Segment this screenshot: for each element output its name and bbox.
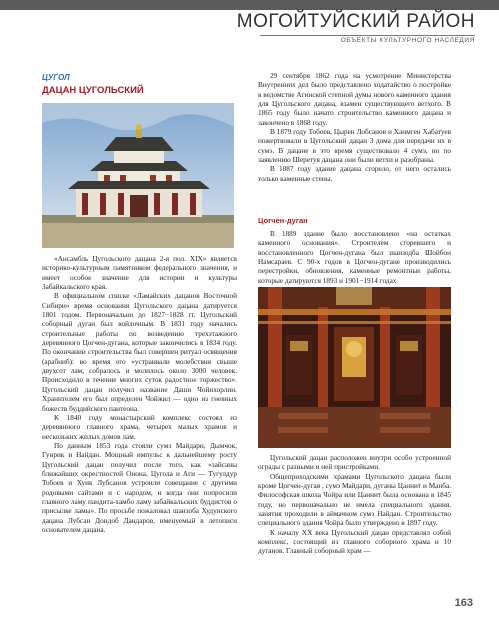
- section-subhead: Цогчен-дуган: [258, 216, 308, 225]
- header-title: МОГОЙТУЙСКИЙ РАЙОН: [236, 11, 475, 32]
- paragraph: К 1840 году монастырский комплекс состоял из деревянного главного храма, четырех малых храмов и нескольких жилых домов лам.: [42, 413, 237, 441]
- paragraph: К началу XX века Цугольский дацан представлял собой комплекс, состоящий из главного соборного храма и 10 дуганов. Главный соборный храм —: [258, 528, 451, 556]
- header-rule: [260, 35, 475, 36]
- right-column-top: [258, 72, 451, 184]
- paragraph: «Ансамбль Цугольского дацана 2-я пол. XIX» является историко-культурным памятником федерального значения, и имеет особое значение для истории и культуры Забайкальского края.: [42, 255, 237, 292]
- paragraph: Общеприходскими храмами Цугольского дацана были кроме Цогчен-дугая , сумэ Майдари, дуганы Цаннит и Манба. Философская школа Чойра или Цаннит была основана в 1845 году, но первоначально не имела специального здания, занятия проходили в аймачном сумэ Найдан. Строительство специального здания Чойра было утверждено в 1897 году.: [258, 472, 451, 528]
- paragraph: По данным 1853 года стояли сумэ Майдари, Дымчок, Гунрик и Найдан. Мощный импульс к дальнейшему росту Цугольский дацан получил после того, как «зайсаны ближайших окрестностей Онона, Цугола и Аги — Тугулдур Тобоев и Хуик Лубсанов устроили совещание с другими родовыми сайтами и с народом, и когда они попросили главного ламу пандита-хамбо ламу забайкальских буддистов о присылке ламы». По просьбе пожаловал шанзоба Худунского дацана Лубсан Дондоб Дандаров, именуемый в летописи основателем дацана.: [42, 441, 237, 534]
- article-title: ДАЦАН ЦУГОЛЬСКИЙ: [42, 85, 144, 96]
- dacan-interior-photo: [258, 287, 451, 448]
- right-column-mid: [258, 230, 451, 286]
- right-column-bottom: [258, 454, 451, 557]
- dacan-exterior-photo: [42, 103, 234, 248]
- paragraph: В 1879 году Тобоев, Цырен Лобсанов и Ханмген Хабатуев пожертвовали в Цугольский дацан 3 дома для передачи их в сумэ. В дацане в это время существовало 4 сумэ, но по заявлению Шеретуя дацана они были ветхи и разобраны.: [258, 128, 451, 165]
- paragraph: В 1887 году здание дацана сгорело, от него остались только каменные стены.: [258, 165, 451, 183]
- paragraph: В официальном списке «Ламайских дацанов Восточной Сибири» время основания Цугольского дацана датируется 1801 годом. Первоначально до 1827−1828 гг. Цугольский соборный дуган был войлочным. В 1831 году начались строительные работы по возведению трехэтажного деревянного Цогчен-дугана, которые закончились в 1834 году. По окончании строительства был совершен ритуал освящения (арабниб): во время его «устраивали молебствия свыше двухсот лам, собралось и молилось около 3000 человек. Происходило в течение многих суток радостное торжество». Цугольский дацан получил название Даши Чойнхорлин. Хранителем его был определен Чойжил — одно из гневных божеств буддийского пантеона.: [42, 292, 237, 413]
- paragraph: 29 сентября 1862 года на усмотрение Министерства Внутренних дел было представлено ходатайство о постройке в ведомстве Агинской степной думы нового каменного здания для Цугольского дацана, взамен существующего ветхого. В 1865 году было начато строительство каменного дацана и закончено в 1868 году.: [258, 72, 451, 127]
- left-column: [42, 255, 237, 535]
- paragraph: В 1889 здание было восстановлено «на остатках каменного основания». Строителем сгоревшего и восстановленного Цогчен-дугана был шанзодба Шойбон Намсараев. С 90-х годов в Цогчен-дугане производились перестройки, обновления, каменные ремонтные работы, которые датируются 1893 и 1901−1914 годах: [258, 230, 451, 285]
- header-bar: [0, 0, 499, 10]
- paragraph: Цугольский дацан расположен внутри особо устроенной ограды с разными и ней пристройками.: [258, 454, 451, 472]
- page-number: 163: [454, 597, 473, 609]
- header-subtitle: ОБЪЕКТЫ КУЛЬТУРНОГО НАСЛЕДИЯ: [340, 37, 475, 44]
- article-kicker: ЦУГОЛ: [42, 73, 70, 82]
- page-header: [0, 0, 499, 52]
